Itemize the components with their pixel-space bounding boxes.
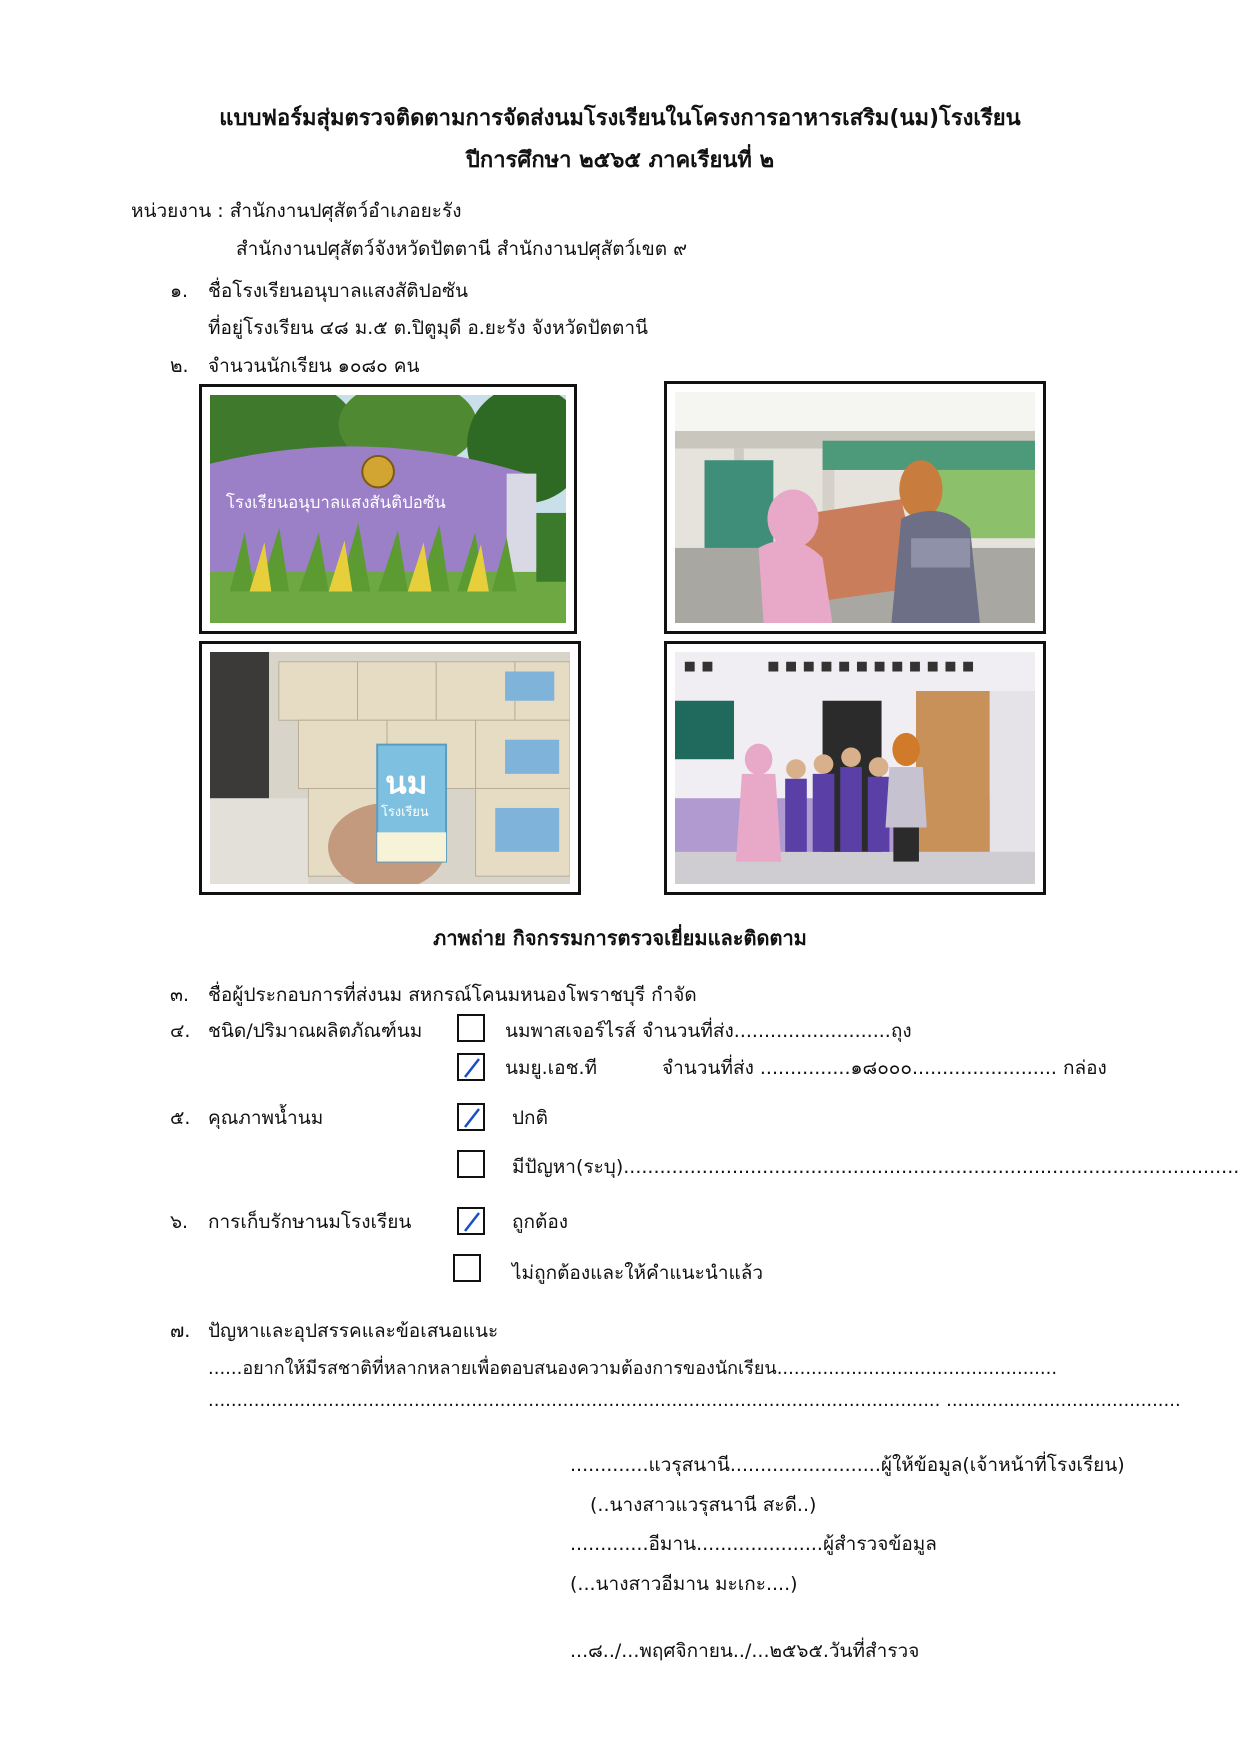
sign-text: โรงเรียนอนุบาลแสงสันติปอซัน xyxy=(225,493,446,513)
item7-number: ๗. xyxy=(170,1320,191,1342)
item2-number: ๒. xyxy=(170,355,189,377)
item1-number: ๑. xyxy=(170,280,189,302)
informant-name: (..นางสาวแวรุสนานี สะดี..) xyxy=(590,1494,817,1516)
storage-correct-check-icon xyxy=(462,1211,482,1233)
quality-normal-check-icon xyxy=(462,1107,482,1129)
photo-students-milk xyxy=(664,641,1046,895)
quality-normal-checkbox[interactable] xyxy=(457,1103,485,1131)
quality-problem-checkbox[interactable] xyxy=(457,1150,485,1178)
product-type-label: ชนิด/ปริมาณผลิตภัณฑ์นม xyxy=(208,1020,423,1042)
pasteurized-option: นมพาสเจอร์ไรส์ จำนวนที่ส่ง..........................ถุง xyxy=(505,1020,912,1042)
storage-correct-checkbox[interactable] xyxy=(457,1207,485,1235)
uht-option-quantity: จำนวนที่ส่ง ...............๑๘๐๐๐........................ กล่อง xyxy=(662,1057,1107,1079)
milk-box-label: นม xyxy=(385,765,428,801)
milk-boxes-image xyxy=(210,652,570,884)
photo-school-sign xyxy=(199,384,577,634)
uht-check-icon xyxy=(462,1057,482,1079)
photo-inspection-table xyxy=(664,381,1046,634)
storage-correct-option: ถูกต้อง xyxy=(512,1211,569,1233)
agency-line1: หน่วยงาน : สำนักงานปศุสัตว์อำเภอยะรัง xyxy=(131,200,462,222)
form-subtitle: ปีการศึกษา ๒๕๖๕ ภาคเรียนที่ ๒ xyxy=(465,148,775,173)
students-milk-image xyxy=(675,652,1035,884)
item5-number: ๕. xyxy=(170,1107,191,1129)
form-title: แบบฟอร์มสุ่มตรวจติดตามการจัดส่งนมโรงเรียนในโครงการอาหารเสริม(นม)โรงเรียน xyxy=(219,106,1021,131)
uht-option-name: นมยู.เอช.ที xyxy=(505,1057,598,1079)
milk-quality-label: คุณภาพน้ำนม xyxy=(208,1107,324,1129)
agency-line2: สำนักงานปศุสัตว์จังหวัดปัตตานี สำนักงานปศุสัตว์เขต ๙ xyxy=(236,238,687,260)
suggestions-label: ปัญหาและอุปสรรคและข้อเสนอแนะ xyxy=(208,1320,499,1342)
storage-incorrect-checkbox[interactable] xyxy=(453,1254,481,1282)
suggestion-line2: ................................................................................................................................ ......................................... xyxy=(208,1390,1181,1411)
quality-problem-option: มีปัญหา(ระบุ)...................................................................................................... xyxy=(512,1156,1240,1178)
inspection-table-image xyxy=(675,392,1035,623)
uht-checkbox[interactable] xyxy=(457,1053,485,1081)
student-count: จำนวนนักเรียน ๑๐๘๐ คน xyxy=(208,355,420,377)
item3-number: ๓. xyxy=(170,984,190,1006)
milk-box-sublabel: โรงเรียน xyxy=(381,803,429,819)
pasteurized-checkbox[interactable] xyxy=(457,1014,485,1042)
storage-label: การเก็บรักษานมโรงเรียน xyxy=(208,1211,412,1233)
school-sign-image xyxy=(210,395,566,623)
surveyor-name: (...นางสาวอีมาน มะเกะ....) xyxy=(570,1573,798,1595)
quality-normal-option: ปกติ xyxy=(512,1107,548,1129)
dairy-operator: ชื่อผู้ประกอบการที่ส่งนม สหกรณ์โคนมหนองโพราชบุรี กำจัด xyxy=(208,984,697,1006)
item6-number: ๖. xyxy=(170,1211,189,1233)
photo-caption: ภาพถ่าย กิจกรรมการตรวจเยี่ยมและติดตาม xyxy=(433,926,807,950)
suggestion-line1: ......อยากให้มีรสชาติที่หลากหลายเพื่อตอบสนองความต้องการของนักเรียน................................................. xyxy=(208,1358,1058,1379)
storage-incorrect-option: ไม่ถูกต้องและให้คำแนะนำแล้ว xyxy=(512,1262,764,1284)
school-address: ที่อยู่โรงเรียน ๔๘ ม.๕ ต.ปิตูมุดี อ.ยะรัง จังหวัดปัตตานี xyxy=(208,317,649,339)
photo-milk-boxes xyxy=(199,641,581,895)
item4-number: ๔. xyxy=(170,1020,191,1042)
survey-date: ...๘../...พฤศจิกายน../...๒๕๖๕.วันที่สำรวจ xyxy=(570,1640,920,1662)
surveyor-signature: .............อีมาน.....................ผู้สำรวจข้อมูล xyxy=(570,1533,937,1555)
informant-signature: .............แวรุสนานี.........................ผู้ให้ข้อมูล(เจ้าหน้าที่โรงเรียน) xyxy=(570,1454,1125,1476)
school-name: ชื่อโรงเรียนอนุบาลแสงสัติปอซัน xyxy=(208,280,468,302)
